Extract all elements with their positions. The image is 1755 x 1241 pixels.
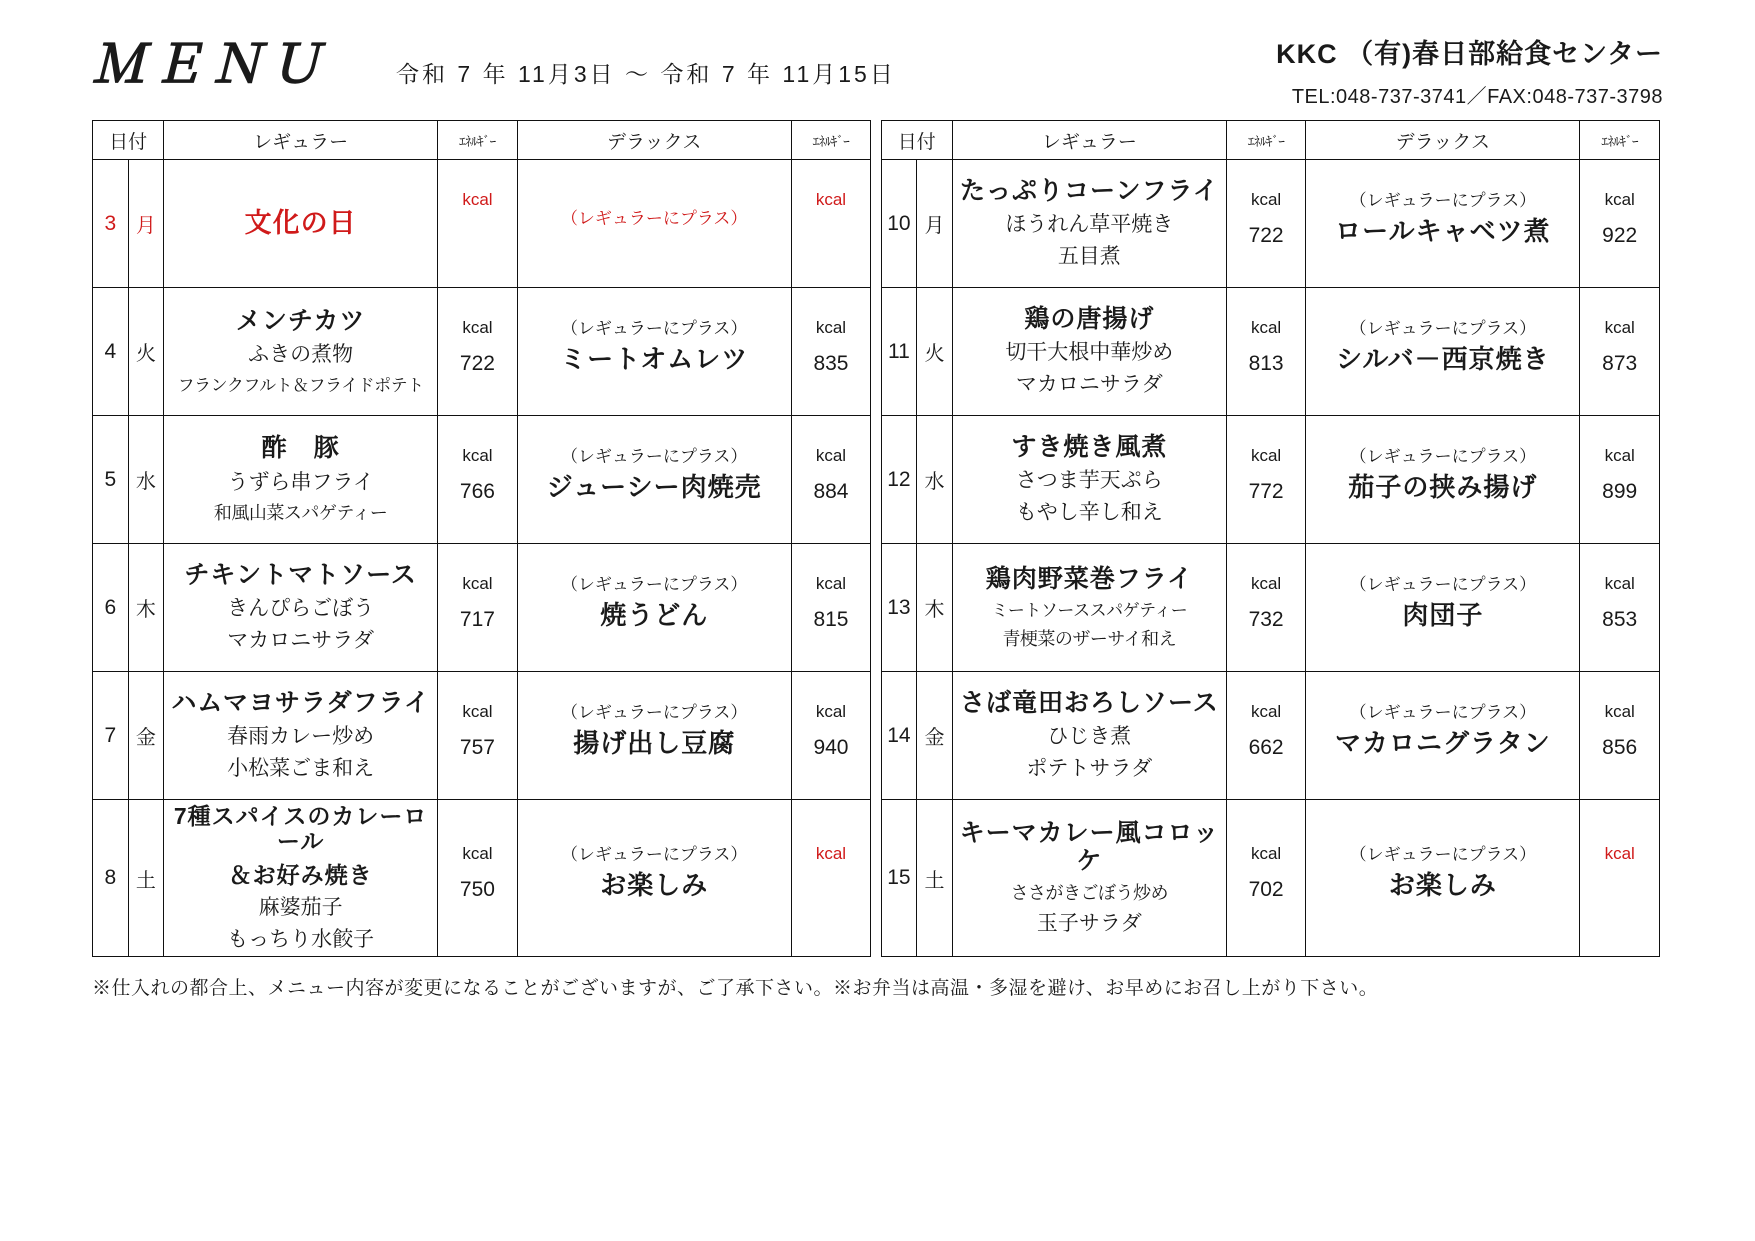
deluxe-dish-name: 焼うどん bbox=[600, 599, 709, 630]
cell-regular-energy bbox=[1226, 416, 1305, 544]
cell-regular-menu bbox=[164, 288, 438, 416]
dish-name: マカロニサラダ bbox=[1015, 373, 1163, 397]
energy-unit: kcal bbox=[462, 844, 493, 864]
cell-regular-energy bbox=[438, 160, 517, 288]
energy-value: 813 bbox=[1248, 351, 1284, 375]
deluxe-plus-note: （レギュラーにプラス） bbox=[560, 845, 748, 865]
cell-date: 13 bbox=[881, 544, 917, 672]
energy-value: 899 bbox=[1602, 479, 1638, 503]
cell-deluxe-energy bbox=[791, 544, 870, 672]
cell-regular-menu bbox=[164, 800, 438, 957]
deluxe-plus-note: （レギュラーにプラス） bbox=[1349, 845, 1537, 865]
energy-value: 722 bbox=[1248, 223, 1284, 247]
deluxe-plus-note: （レギュラーにプラス） bbox=[1349, 446, 1537, 466]
dish-name: 麻婆茄子 bbox=[258, 895, 343, 919]
column-gap bbox=[871, 121, 881, 160]
cell-day-of-week: 金 bbox=[917, 672, 953, 800]
footnote: ※仕入れの都合上、メニュー内容が変更になることがございますが、ご了承下さい。※お弁当は高温・多湿を避け、お早めにお召し上がり下さい。 bbox=[92, 978, 1379, 1000]
table-row bbox=[93, 800, 1660, 957]
cell-date: 4 bbox=[93, 288, 129, 416]
column-header: 日付 bbox=[881, 121, 952, 160]
document-header bbox=[92, 26, 1663, 112]
dish-name: 鶏の唐揚げ bbox=[1024, 304, 1155, 333]
header-left bbox=[92, 26, 896, 92]
cell-deluxe-energy bbox=[1580, 416, 1660, 544]
dish-name: 玉子サラダ bbox=[1036, 911, 1142, 935]
energy-unit: kcal bbox=[1250, 844, 1282, 864]
cell-deluxe-energy bbox=[1580, 288, 1660, 416]
cell-date: 7 bbox=[93, 672, 129, 800]
menu-table bbox=[92, 120, 1660, 957]
dish-name: チキントマトソース bbox=[184, 560, 417, 589]
cell-deluxe-energy bbox=[1580, 672, 1660, 800]
energy-unit: kcal bbox=[1250, 573, 1282, 593]
column-gap bbox=[871, 544, 881, 672]
regular-dish-list bbox=[953, 174, 1226, 274]
cell-day-of-week: 土 bbox=[128, 800, 164, 957]
regular-dish-list bbox=[953, 430, 1226, 530]
energy-unit: kcal bbox=[1250, 189, 1282, 209]
cell-regular-menu bbox=[952, 160, 1226, 288]
deluxe-plus-note: （レギュラーにプラス） bbox=[560, 209, 748, 228]
cell-regular-menu bbox=[164, 544, 438, 672]
cell-regular-energy bbox=[1226, 288, 1305, 416]
regular-dish-list bbox=[164, 431, 437, 527]
energy-unit: kcal bbox=[1604, 445, 1635, 465]
deluxe-dish-name: 茄子の挟み揚げ bbox=[1348, 471, 1538, 502]
deluxe-plus-note: （レギュラーにプラス） bbox=[560, 702, 748, 722]
deluxe-dish-name: 肉団子 bbox=[1402, 599, 1484, 630]
column-header: ｴﾈﾙｷﾞｰ bbox=[791, 121, 870, 160]
cell-day-of-week: 金 bbox=[128, 672, 164, 800]
regular-dish-list bbox=[164, 558, 437, 658]
cell-regular-energy bbox=[1226, 160, 1305, 288]
table-row bbox=[93, 416, 1660, 544]
cell-day-of-week: 木 bbox=[917, 544, 953, 672]
cell-deluxe-menu bbox=[517, 160, 791, 288]
cell-date: 8 bbox=[93, 800, 129, 957]
regular-dish-list bbox=[164, 800, 437, 956]
column-header: ｴﾈﾙｷﾞｰ bbox=[1580, 121, 1660, 160]
table-row bbox=[93, 288, 1660, 416]
energy-unit: kcal bbox=[1604, 701, 1635, 721]
deluxe-plus-note: （レギュラーにプラス） bbox=[1349, 574, 1537, 594]
deluxe-plus-note: （レギュラーにプラス） bbox=[1349, 318, 1537, 338]
regular-dish-list bbox=[164, 205, 437, 243]
energy-value: 766 bbox=[459, 479, 495, 503]
contact-info: TEL:048-737-3741／FAX:048-737-3798 bbox=[1291, 86, 1663, 108]
cell-regular-menu bbox=[952, 416, 1226, 544]
dish-name: 小松菜ごま和え bbox=[227, 757, 375, 781]
cell-deluxe-menu bbox=[1306, 672, 1580, 800]
cell-regular-energy bbox=[438, 288, 517, 416]
header-right bbox=[1276, 26, 1663, 109]
dish-name: ほうれん草平焼き bbox=[1005, 213, 1174, 237]
column-header: レギュラー bbox=[952, 121, 1226, 160]
cell-day-of-week: 月 bbox=[917, 160, 953, 288]
energy-unit: kcal bbox=[815, 445, 847, 465]
cell-date: 10 bbox=[881, 160, 917, 288]
energy-unit: kcal bbox=[1604, 317, 1635, 337]
energy-value: 835 bbox=[813, 351, 849, 375]
cell-date: 3 bbox=[93, 160, 129, 288]
cell-deluxe-energy bbox=[791, 672, 870, 800]
dish-name: フランクフルト＆フライドポテト bbox=[177, 375, 424, 395]
page-title: ＭＥＮＵ bbox=[92, 37, 329, 94]
energy-unit: kcal bbox=[815, 844, 847, 864]
cell-day-of-week: 火 bbox=[917, 288, 953, 416]
regular-dish-list bbox=[164, 686, 437, 786]
cell-deluxe-menu bbox=[517, 544, 791, 672]
dish-name: さつま芋天ぷら bbox=[1015, 469, 1163, 493]
deluxe-plus-note: （レギュラーにプラス） bbox=[1349, 702, 1537, 722]
cell-deluxe-menu bbox=[517, 800, 791, 957]
cell-deluxe-menu bbox=[517, 288, 791, 416]
cell-day-of-week: 水 bbox=[917, 416, 953, 544]
cell-day-of-week: 木 bbox=[128, 544, 164, 672]
energy-unit: kcal bbox=[462, 701, 493, 721]
energy-unit: kcal bbox=[815, 701, 847, 721]
cell-regular-menu bbox=[164, 416, 438, 544]
dish-name: 和風山菜スパゲティー bbox=[213, 502, 388, 523]
regular-dish-list bbox=[164, 304, 437, 399]
energy-value: 922 bbox=[1602, 223, 1638, 247]
deluxe-dish-name: ジューシー肉焼売 bbox=[546, 471, 762, 502]
cell-regular-energy bbox=[1226, 544, 1305, 672]
dish-name: きんぴらごぼう bbox=[227, 597, 375, 621]
cell-regular-menu bbox=[952, 544, 1226, 672]
deluxe-plus-note: （レギュラーにプラス） bbox=[560, 574, 748, 594]
cell-regular-menu bbox=[952, 800, 1226, 957]
dish-name: うずら串フライ bbox=[227, 470, 374, 494]
table-row bbox=[93, 672, 1660, 800]
energy-value: 750 bbox=[459, 878, 495, 902]
cell-day-of-week: 土 bbox=[917, 800, 953, 957]
cell-deluxe-energy bbox=[791, 416, 870, 544]
column-header: レギュラー bbox=[164, 121, 438, 160]
cell-regular-menu bbox=[952, 672, 1226, 800]
regular-dish-list bbox=[953, 562, 1226, 654]
table-row bbox=[93, 160, 1660, 288]
column-gap bbox=[871, 288, 881, 416]
energy-unit: kcal bbox=[1250, 445, 1282, 465]
dish-name: もやし辛し和え bbox=[1015, 501, 1163, 525]
regular-dish-list bbox=[953, 302, 1226, 402]
cell-regular-energy bbox=[438, 800, 517, 957]
energy-value: 717 bbox=[459, 607, 495, 631]
cell-deluxe-menu bbox=[1306, 288, 1580, 416]
energy-unit: kcal bbox=[462, 189, 493, 209]
column-header: デラックス bbox=[1306, 121, 1580, 160]
cell-date: 6 bbox=[93, 544, 129, 672]
deluxe-dish-name: マカロニグラタン bbox=[1334, 727, 1551, 758]
energy-value: 772 bbox=[1248, 479, 1284, 503]
energy-unit: kcal bbox=[815, 573, 847, 593]
dish-name: 青梗菜のザーサイ和え bbox=[1002, 628, 1177, 649]
dish-name: 春雨カレー炒め bbox=[227, 725, 375, 749]
cell-date: 14 bbox=[881, 672, 917, 800]
cell-deluxe-menu bbox=[517, 416, 791, 544]
energy-value: 940 bbox=[813, 735, 849, 759]
cell-date: 11 bbox=[881, 288, 917, 416]
cell-deluxe-energy bbox=[791, 160, 870, 288]
energy-unit: kcal bbox=[1250, 317, 1282, 337]
cell-regular-energy bbox=[438, 672, 517, 800]
cell-regular-menu bbox=[952, 288, 1226, 416]
cell-deluxe-menu bbox=[1306, 800, 1580, 957]
energy-value: 815 bbox=[813, 607, 849, 631]
energy-value: 884 bbox=[813, 479, 849, 503]
dish-name: さば竜田おろしソース bbox=[959, 688, 1219, 717]
column-gap bbox=[871, 672, 881, 800]
dish-name: 酢 豚 bbox=[261, 434, 340, 463]
energy-unit: kcal bbox=[815, 189, 847, 209]
deluxe-dish-name: ミートオムレツ bbox=[560, 343, 749, 374]
dish-name: ハムマヨサラダフライ bbox=[171, 688, 430, 717]
dish-name: ささがきごぼう炒め bbox=[1010, 883, 1169, 904]
dish-name: メンチカツ bbox=[235, 306, 366, 335]
dish-name: たっぷりコーンフライ bbox=[959, 176, 1219, 205]
dish-name: 切干大根中華炒め bbox=[1005, 341, 1174, 365]
cell-regular-energy bbox=[1226, 800, 1305, 957]
cell-day-of-week: 月 bbox=[128, 160, 164, 288]
dish-name: ミートソーススパゲティー bbox=[991, 601, 1188, 621]
cell-deluxe-energy bbox=[791, 800, 870, 957]
regular-dish-list bbox=[953, 686, 1226, 786]
column-gap bbox=[871, 416, 881, 544]
energy-unit: kcal bbox=[1250, 701, 1282, 721]
cell-deluxe-energy bbox=[1580, 800, 1660, 957]
energy-unit: kcal bbox=[462, 573, 493, 593]
energy-value: 722 bbox=[459, 351, 495, 375]
regular-dish-list bbox=[953, 816, 1226, 940]
energy-value: 702 bbox=[1248, 878, 1284, 902]
cell-date: 12 bbox=[881, 416, 917, 544]
column-header: 日付 bbox=[93, 121, 164, 160]
cell-day-of-week: 火 bbox=[128, 288, 164, 416]
dish-name: もっちり水餃子 bbox=[227, 928, 375, 952]
column-header: ｴﾈﾙｷﾞｰ bbox=[438, 121, 517, 160]
column-header: ｴﾈﾙｷﾞｰ bbox=[1226, 121, 1305, 160]
energy-value: 662 bbox=[1248, 735, 1284, 759]
cell-deluxe-energy bbox=[1580, 544, 1660, 672]
deluxe-plus-note: （レギュラーにプラス） bbox=[560, 446, 748, 466]
cell-regular-menu bbox=[164, 672, 438, 800]
dish-name: ＆お好み焼き bbox=[228, 861, 373, 888]
energy-unit: kcal bbox=[1604, 189, 1635, 209]
deluxe-dish-name: シルバ－西京焼き bbox=[1336, 343, 1550, 374]
dish-name: 鶏肉野菜巻フライ bbox=[985, 564, 1193, 593]
cell-regular-energy bbox=[438, 544, 517, 672]
deluxe-dish-name: 揚げ出し豆腐 bbox=[573, 727, 736, 758]
cell-date: 5 bbox=[93, 416, 129, 544]
deluxe-dish-name: お楽しみ bbox=[600, 870, 709, 901]
column-header: デラックス bbox=[517, 121, 791, 160]
dish-name: キーマカレー風コロッケ bbox=[959, 819, 1220, 875]
table-row bbox=[93, 544, 1660, 672]
energy-value: 757 bbox=[459, 735, 495, 759]
dish-name: ひじき煮 bbox=[1047, 725, 1132, 749]
energy-value: 732 bbox=[1248, 607, 1284, 631]
energy-unit: kcal bbox=[462, 445, 493, 465]
deluxe-plus-note: （レギュラーにプラス） bbox=[1349, 190, 1537, 210]
energy-unit: kcal bbox=[1604, 844, 1635, 864]
energy-unit: kcal bbox=[462, 317, 493, 337]
cell-regular-energy bbox=[1226, 672, 1305, 800]
dish-name: マカロニサラダ bbox=[227, 629, 375, 653]
dish-name: ふきの煮物 bbox=[248, 343, 354, 367]
cell-deluxe-menu bbox=[517, 672, 791, 800]
deluxe-dish-name: ロールキャベツ煮 bbox=[1335, 215, 1551, 246]
energy-unit: kcal bbox=[815, 317, 847, 337]
cell-deluxe-menu bbox=[1306, 416, 1580, 544]
cell-regular-energy bbox=[438, 416, 517, 544]
table-header-row bbox=[93, 121, 1660, 160]
dish-name: 文化の日 bbox=[244, 207, 357, 238]
cell-deluxe-energy bbox=[791, 288, 870, 416]
energy-unit: kcal bbox=[1604, 573, 1635, 593]
cell-day-of-week: 水 bbox=[128, 416, 164, 544]
column-gap bbox=[871, 160, 881, 288]
dish-name: ポテトサラダ bbox=[1026, 757, 1153, 781]
cell-date: 15 bbox=[881, 800, 917, 957]
cell-deluxe-menu bbox=[1306, 544, 1580, 672]
column-gap bbox=[871, 800, 881, 957]
dish-name: すき焼き風煮 bbox=[1011, 432, 1168, 461]
deluxe-plus-note: （レギュラーにプラス） bbox=[560, 318, 748, 338]
dish-name: 五目煮 bbox=[1057, 245, 1121, 269]
company-name: KKC （有)春日部給食センター bbox=[1276, 39, 1663, 69]
energy-value: 856 bbox=[1602, 735, 1638, 759]
cell-deluxe-menu bbox=[1306, 160, 1580, 288]
cell-deluxe-energy bbox=[1580, 160, 1660, 288]
deluxe-dish-name: お楽しみ bbox=[1388, 870, 1497, 901]
menu-period: 令和 7 年 11月3日 ～ 令和 7 年 11月15日 bbox=[396, 61, 896, 87]
energy-value: 873 bbox=[1602, 351, 1638, 375]
dish-name: 7種スパイスのカレーロール bbox=[173, 803, 428, 855]
energy-value: 853 bbox=[1602, 607, 1638, 631]
cell-regular-menu bbox=[164, 160, 438, 288]
